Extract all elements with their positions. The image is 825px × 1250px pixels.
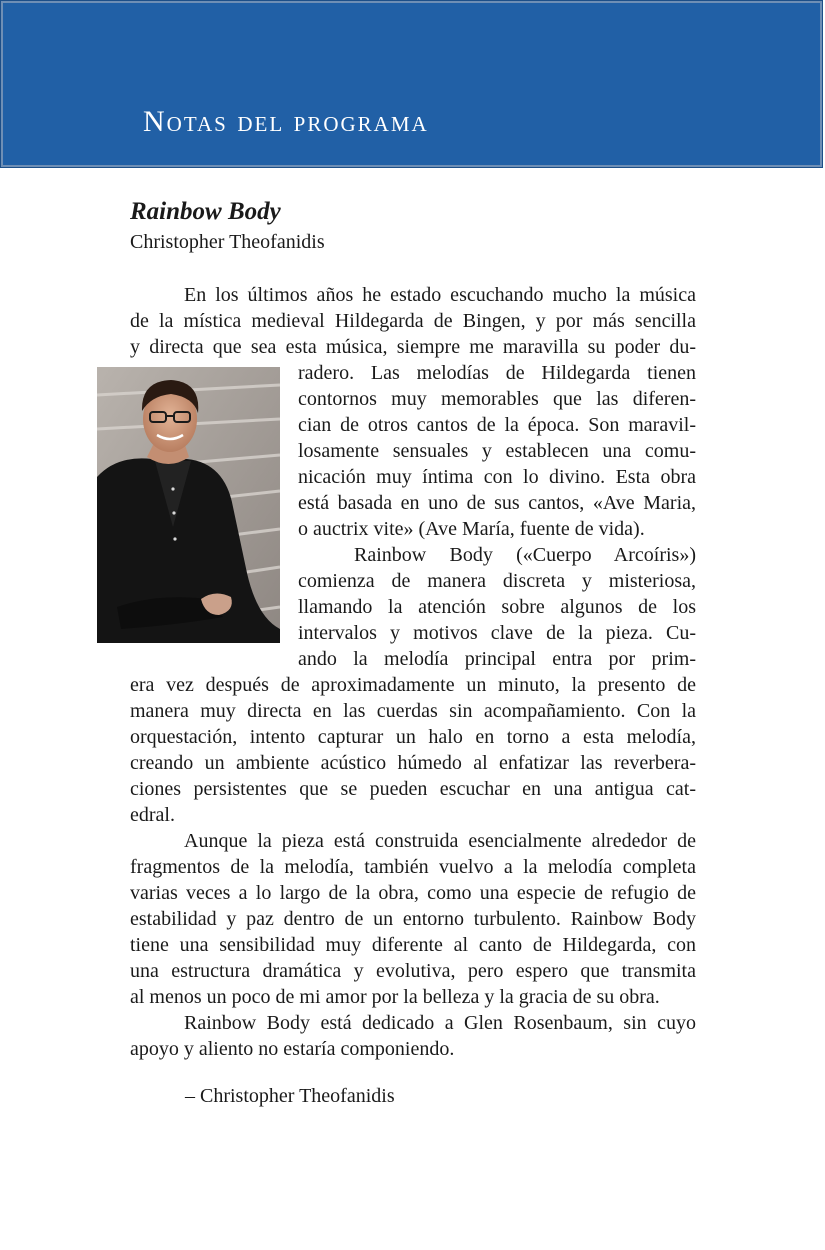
piece-title: Rainbow Body [130, 198, 281, 225]
composer-name: Christopher Theofanidis [130, 231, 325, 253]
body-text-line: estabilidad y paz dentro de un entorno turbulento. Rainbow Body [130, 908, 696, 930]
body-text-line: era vez después de aproximadamente un minuto, la presento de [130, 674, 696, 696]
body-text-line: una estructura dramática y evolutiva, pero espero que transmita [130, 960, 696, 982]
header-title: Notas del programa [143, 105, 429, 138]
body-text-line: creando un ambiente acústico húmedo al enfatizar las reverbera- [130, 752, 696, 774]
body-text-line: Rainbow Body está dedicado a Glen Rosenbaum, sin cuyo [184, 1012, 696, 1034]
body-text-line: fragmentos de la melodía, también vuelvo a la melodía completa [130, 856, 696, 878]
body-text-line: está basada en uno de sus cantos, «Ave Maria, [298, 492, 696, 514]
body-text-line: contornos muy memorables que las diferen- [298, 388, 696, 410]
body-text-line: radero. Las melodías de Hildegarda tienen [298, 362, 696, 384]
body-text-line: orquestación, intento capturar un halo en torno a esta melodía, [130, 726, 696, 748]
signature: – Christopher Theofanidis [185, 1085, 395, 1107]
body-text-line: varias veces a lo largo de la obra, como una especie de refugio de [130, 882, 696, 904]
body-text-line: nicación muy íntima con lo divino. Esta obra [298, 466, 696, 488]
body-text-line: losamente sensuales y establecen una comu- [298, 440, 696, 462]
body-text-line: edral. [130, 804, 175, 826]
body-text-line: comienza de manera discreta y misteriosa, [298, 570, 696, 592]
body-text-line: al menos un poco de mi amor por la belleza y la gracia de su obra. [130, 986, 660, 1008]
header-banner [1, 1, 822, 167]
composer-photo [97, 367, 280, 643]
body-text-line: intervalos y motivos clave de la pieza. Cu- [298, 622, 696, 644]
body-text-line: apoyo y aliento no estaría componiendo. [130, 1038, 455, 1060]
body-text-line: En los últimos años he estado escuchando mucho la música [184, 284, 696, 306]
body-text-line: ciones persistentes que se pueden escuchar en una antigua cat- [130, 778, 696, 800]
body-text-line: Aunque la pieza está construida esencialmente alrededor de [184, 830, 696, 852]
body-text-line: cian de otros cantos de la época. Son maravil- [298, 414, 696, 436]
body-text-line: de la mística medieval Hildegarda de Bingen, y por más sencilla [130, 310, 696, 332]
body-text-line: y directa que sea esta música, siempre me maravilla su poder du- [130, 336, 696, 358]
body-text-line: Rainbow Body («Cuerpo Arcoíris») [354, 544, 696, 566]
body-text-line: o auctrix vite» (Ave María, fuente de vida). [298, 518, 645, 540]
body-text-line: manera muy directa en las cuerdas sin acompañamiento. Con la [130, 700, 696, 722]
body-text-line: tiene una sensibilidad muy diferente al canto de Hildegarda, con [130, 934, 696, 956]
body-text-line: llamando la atención sobre algunos de los [298, 596, 696, 618]
body-text-line: ando la melodía principal entra por prim- [298, 648, 696, 670]
